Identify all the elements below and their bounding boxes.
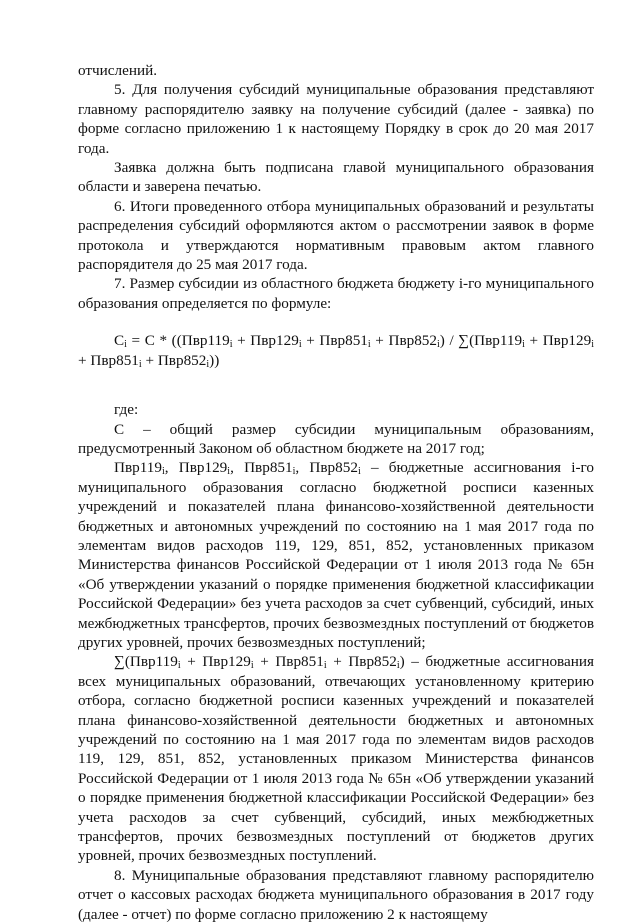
paragraph-item-8: 8. Муниципальные образования представляют главному распорядителю отчет о кассовых расходах бюджета муниципального образования в 2017 году (далее - отчет) по форме согласно приложению 2 к настоящему bbox=[78, 866, 594, 923]
paragraph-item-7: 7. Размер субсидии из областного бюджета бюджету i-го муниципального образования определяется по формуле: bbox=[78, 275, 594, 312]
document-page bbox=[78, 61, 594, 924]
paragraph-item-6: 6. Итоги проведенного отбора муниципальных образований и результаты распределения субсидий оформляются актом о рассмотрении заявок в форме протокола и утверждаются нормативным правовым актом главного распорядителя до 25 мая 2017 года. bbox=[78, 197, 594, 274]
paragraph-continuation: отчислений. bbox=[78, 62, 158, 79]
paragraph-item-5: 5. Для получения субсидий муниципальные образования представляют главному распорядителю заявку на получение субсидий (далее - заявка) по форме согласно приложению 1 к настоящему Порядку в срок до 20 мая 2017 года. bbox=[78, 81, 594, 157]
subsidy-formula: $C_i = C * ((Пвр119_i + Пвр129_i + Пвр851_i + Пвр852_i) / \sum(Пвр119_i + Пвр129_i + Пвр851_i + Пвр852_i))$ bbox=[78, 332, 594, 370]
paragraph-signature-requirement: Заявка должна быть подписана главой муниципального образования области и заверена печатью. bbox=[78, 159, 594, 196]
paragraph-where: где: bbox=[114, 401, 139, 419]
definition-sum-allocations: $\sum(Пвр119_i + Пвр129_i + Пвр851_i + Пвр852_i)$ – бюджетные ассигнования всех муниципальных образований, отвечающих установленному критерию отбора, согласно бюджетной росписи казенных учреждений и показателей плана финансово-хозяйственной деятельности бюджетных и автономных учреждений по состоянию на 1 мая 2017 года по элементам видов расходов 119, 129, 851, 852, установленных приказом Министерства финансов Российской Федерации от 1 июля 2013 года № 65н «Об утверждении указаний о порядке применения бюджетной классификации Российской Федерации» без учета расходов за счет субвенций, субсидий, иных межбюджетных трансфертов, прочих безвозмездных поступлений от бюджетов других уровней, прочих безвозмездных поступлений. bbox=[78, 653, 594, 865]
definition-total-subsidy: C – общий размер субсидии муниципальным образованиям, предусмотренный Законом об областном бюджете на 2017 год; bbox=[78, 420, 594, 457]
definition-municipal-allocations: $Пвр119_i$, $Пвр129_i$, $Пвр851_i$, $Пвр852_i$ – бюджетные ассигнования i-го муниципального образования согласно бюджетной росписи казенных учреждений и показателей плана финансово-хозяйственной деятельности бюджетных и автономных учреждений по состоянию на 1 мая 2017 года по элементам видов расходов 119, 129, 851, 852, установленных приказом Министерства финансов Российской Федерации от 1 июля 2013 года № 65н «Об утверждении указаний о порядке применения бюджетной классификации Российской Федерации» без учета расходов за счет субвенций, субсидий, иных межбюджетных трансфертов, прочих безвозмездных поступлений от бюджетов других уровней, прочих безвозмездных поступлений; bbox=[78, 459, 594, 651]
